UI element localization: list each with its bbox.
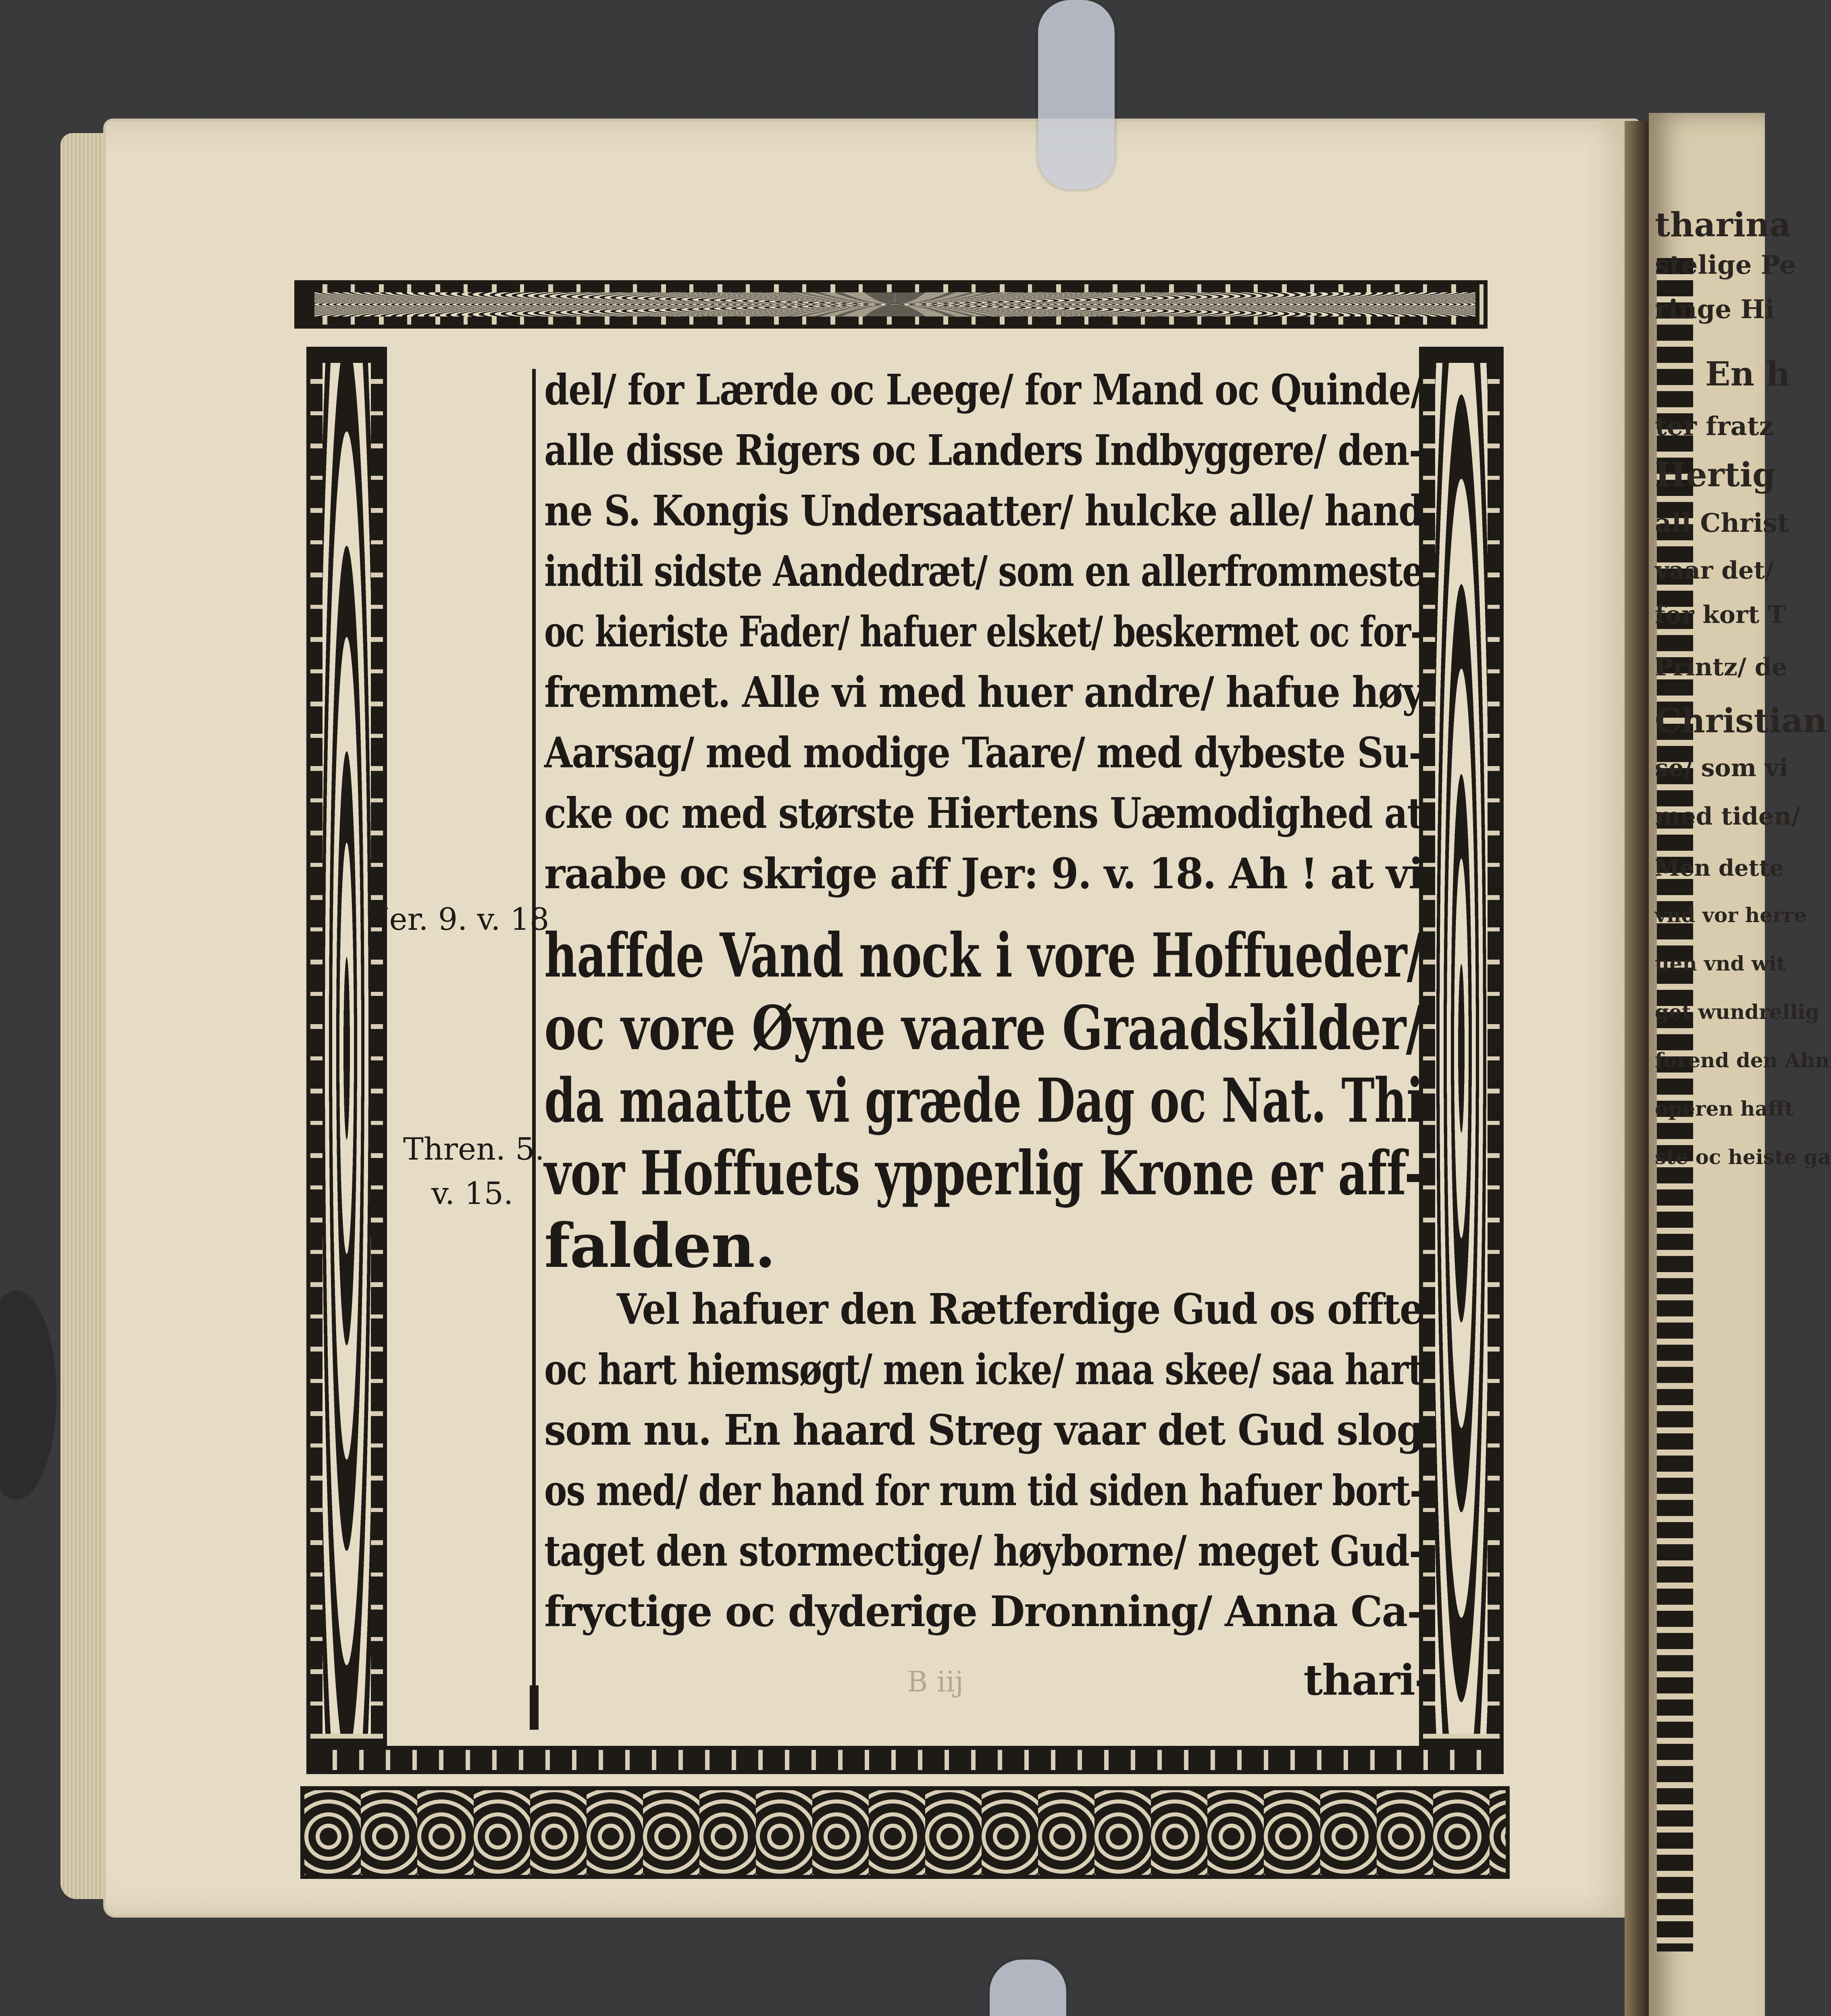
column-rule — [532, 369, 536, 1724]
text-line: taget den stormectige/ høyborne/ meget Gud- — [544, 1526, 1423, 1576]
ornament-border-bottom — [300, 1786, 1510, 1879]
text-line-large: falden. — [544, 1210, 776, 1281]
text-line: del/ for Lærde oc Leege/ for Mand oc Quinde/ — [544, 365, 1423, 414]
text-line-large: vor Hoffuets ypperlig Krone er aff- — [544, 1138, 1423, 1209]
right-page-line: Men dette — [1655, 855, 1784, 881]
right-page-line: ringe Hi — [1655, 294, 1775, 325]
text-line: alle disse Rigers oc Landers Indbyggere/ den- — [544, 425, 1423, 475]
page-clip-bottom — [990, 1960, 1066, 2016]
right-page-line: Christian — [1655, 702, 1827, 740]
margin-note-thren-line1: Thren. 5. — [403, 1131, 545, 1167]
right-page-line: forend den Ahn — [1655, 1048, 1830, 1072]
text-line: som nu. En haard Streg vaar det Gud slog — [544, 1405, 1423, 1455]
right-page-line: for kort T — [1655, 601, 1786, 629]
right-page-line: stelige Pe — [1655, 250, 1796, 280]
margin-note-thren-line2: v. 15. — [431, 1175, 514, 1211]
right-page-line: Hertig — [1655, 456, 1776, 494]
ornament-chain-left — [323, 363, 371, 1734]
right-page-line: uen vnd wit — [1655, 952, 1786, 975]
ornament-chain-top — [314, 292, 1475, 317]
right-page-line: get wundrellig — [1655, 1000, 1820, 1024]
right-page-line: tharina — [1655, 206, 1791, 244]
text-line-large: oc vore Øyne vaare Graadskilder/ — [544, 993, 1423, 1064]
catchword: thari- — [1303, 1655, 1431, 1705]
page-clip-top — [1038, 0, 1115, 190]
text-line: ne S. Kongis Undersaatter/ hulcke alle/ hand — [544, 486, 1423, 535]
ornament-chain-right — [1435, 363, 1488, 1734]
text-line: os med/ der hand for rum tid siden hafuer bort- — [544, 1466, 1423, 1515]
right-page-line: all Christ — [1655, 508, 1789, 538]
right-page-line: med tiden/ — [1655, 802, 1800, 831]
text-line-large: haffde Vand nock i vore Hoffueder/ — [544, 920, 1423, 991]
margin-note-jer: Jer. 9. v. 18 — [377, 901, 549, 937]
text-line: Vel hafuer den Rætferdige Gud os offte — [617, 1284, 1423, 1334]
text-line: fremmet. Alle vi med huer andre/ hafue høy — [544, 667, 1423, 717]
ornament-border-lower-rule — [306, 1746, 1504, 1774]
support-block — [0, 1290, 56, 1500]
text-line: Aarsag/ med modige Taare/ med dybeste Su- — [544, 728, 1423, 777]
right-page-line: se/ som vi — [1655, 754, 1788, 782]
text-line: cke oc med største Hiertens Uæmodighed at — [544, 788, 1423, 838]
text-line: oc kieriste Fader/ hafuer elsket/ beskermet oc for- — [544, 607, 1423, 656]
show-through-signature: B iij — [907, 1665, 964, 1698]
text-line: indtil sidste Aandedræt/ som en allerfrommeste — [544, 546, 1423, 596]
text-line-large: da maatte vi græde Dag oc Nat. Thi — [544, 1065, 1423, 1136]
right-page-line: Printz/ de — [1655, 653, 1787, 681]
text-line: fryctige oc dyderige Dronning/ Anna Ca- — [544, 1587, 1423, 1636]
text-line: oc hart hiemsøgt/ men icke/ maa skee/ saa hart — [544, 1345, 1423, 1394]
text-line: raabe oc skrige aff Jer: 9. v. 18. Ah ! at vi — [544, 849, 1423, 898]
right-page-line: En h — [1705, 355, 1790, 394]
right-page-line: operen hafft — [1655, 1097, 1794, 1120]
column-rule-end — [530, 1685, 539, 1730]
right-page-line: vaar det/ — [1655, 556, 1774, 585]
right-page-line: ter fratz — [1655, 411, 1774, 442]
right-page-line: vnd vor herre — [1655, 903, 1807, 927]
right-page-line: ste oc heiste ga — [1655, 1145, 1831, 1169]
